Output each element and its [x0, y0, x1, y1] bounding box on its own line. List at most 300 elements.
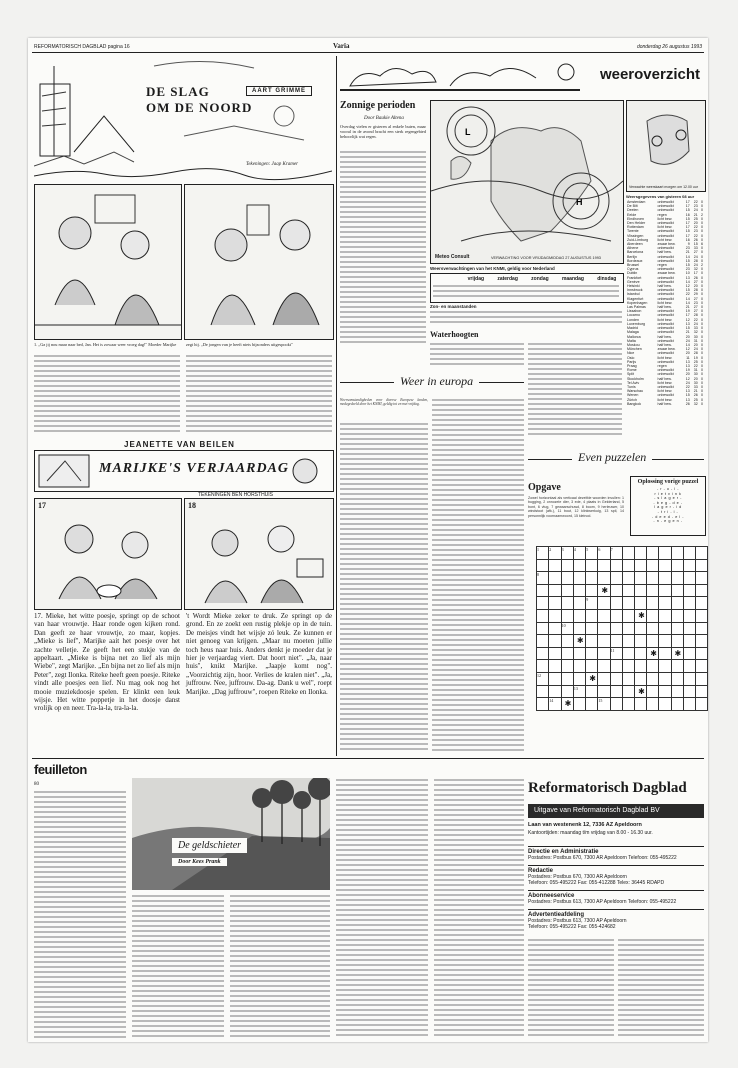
crossword-cell[interactable] — [635, 698, 647, 711]
city-value: 0 — [701, 321, 703, 326]
crossword-cell[interactable] — [537, 647, 549, 660]
crossword-cell[interactable] — [622, 647, 634, 660]
city-value: 0 — [701, 368, 703, 373]
crossword-cell[interactable] — [683, 635, 695, 648]
water-title: Waterhoogten — [430, 330, 479, 339]
crossword-cell[interactable] — [537, 559, 549, 572]
crossword-cell[interactable] — [573, 609, 585, 622]
city-name: Moskou — [627, 342, 640, 347]
crossword-cell[interactable] — [671, 698, 683, 711]
colofon-section-line: Postadres: Postbus 670, 7300 AR Apeldoorn — [528, 874, 627, 880]
crossword-cell[interactable] — [647, 685, 659, 698]
crossword-cell[interactable] — [647, 584, 659, 597]
crossword-cell[interactable] — [598, 572, 610, 585]
crossword-cell[interactable] — [561, 685, 573, 698]
city-value: 17 — [685, 221, 690, 226]
crossword-cell[interactable] — [683, 685, 695, 698]
city-name: Istanbul — [627, 292, 640, 297]
crossword-cell[interactable] — [683, 647, 695, 660]
crossword-cell[interactable] — [537, 660, 549, 673]
crossword-cell[interactable] — [573, 584, 585, 597]
crossword-cell[interactable] — [549, 584, 561, 597]
city-value: 22 — [693, 317, 698, 322]
city-value: 22 — [693, 225, 698, 230]
crossword-cell[interactable] — [598, 647, 610, 660]
crossword-cell[interactable] — [549, 597, 561, 610]
city-value: half bew. — [657, 305, 672, 310]
city-value: 22 — [693, 233, 698, 238]
inset-caption: Verwachte weerskaart morgen om 12.00 uur — [629, 185, 698, 189]
crossword-cell[interactable] — [659, 559, 671, 572]
crossword-cell[interactable] — [683, 622, 695, 635]
crossword-cell[interactable] — [610, 685, 622, 698]
city-value: 33 — [693, 326, 698, 331]
crossword-cell[interactable] — [622, 660, 634, 673]
city-value: onbewolkt — [657, 321, 674, 326]
crossword-cell[interactable] — [549, 635, 561, 648]
marijke-text-17: 17. Mieke, het witte poesje, springt op de schoot van haar vrouwtje. Haar ronde ogen kijken rond. Dan geeft ze haar vrouwtje, zo maar, kopjes. „Mieke is lief", Marijke aait het poesje over het zachte velletje. Ze geeft het een stukje van de appeltaart. „Mieke is bijna net zo lief als mijn Wiebe", zegt Marijke. „En bijna net zo lief als mijn Peter", zegt Ilonka. Riteke heeft geen poesje. Riteke vindt alle poesjes een lief. Nu mag ook nog het mooie muziekdoosje spelen. Er klinkt een leuk wijsje. Het witte poppetje in het doosje danst vrolijk op en neer. Tra-la-la, tra-la-la. — [34, 612, 180, 713]
slag-col1-body — [34, 354, 180, 434]
map-caption: VERWACHTING VOOR VRIJDAGMIDDAG 27 AUGUSTUS 1993 — [491, 256, 601, 260]
crossword-star-icon: ✱ — [589, 673, 596, 683]
slag-banner — [34, 56, 332, 182]
city-value: 16 — [685, 212, 690, 217]
crossword-cell[interactable] — [671, 597, 683, 610]
city-name: Rotterdam — [627, 225, 644, 230]
crossword-cell[interactable] — [659, 647, 671, 660]
city-value: regen — [657, 363, 667, 368]
crossword-cell[interactable] — [610, 584, 622, 597]
city-value: onbewolkt — [657, 200, 674, 204]
crossword-cell[interactable] — [549, 609, 561, 622]
city-value: 0 — [701, 296, 703, 301]
crossword-cell[interactable] — [622, 559, 634, 572]
crossword-cell[interactable] — [635, 559, 647, 572]
crossword-cell[interactable] — [561, 597, 573, 610]
crossword-cell[interactable]: 14 — [549, 698, 561, 711]
crossword-cell[interactable] — [635, 584, 647, 597]
city-value: 24 — [693, 208, 698, 213]
crossword-cell[interactable] — [586, 635, 598, 648]
city-value: 0 — [701, 200, 703, 204]
city-value: 0 — [701, 246, 703, 251]
city-value: 20 — [693, 284, 698, 289]
crossword-cell[interactable] — [695, 572, 707, 585]
forecast-day: vrijdag — [467, 276, 485, 282]
crossword-cell[interactable] — [561, 660, 573, 673]
crossword-cell[interactable] — [683, 660, 695, 673]
city-value: onbewolkt — [657, 372, 674, 377]
crossword-cell[interactable] — [598, 685, 610, 698]
crossword-cell[interactable] — [561, 609, 573, 622]
crossword-cell[interactable] — [647, 547, 659, 560]
crossword-cell[interactable] — [647, 672, 659, 685]
crossword-cell[interactable] — [647, 597, 659, 610]
crossword-cell[interactable] — [598, 597, 610, 610]
city-value: 28 — [693, 258, 698, 263]
geldschieter-photo — [132, 778, 330, 890]
crossword-cell[interactable] — [573, 672, 585, 685]
crossword-cell[interactable] — [695, 584, 707, 597]
crossword-cell[interactable] — [695, 559, 707, 572]
crossword-cell[interactable] — [635, 685, 647, 698]
crossword-cell[interactable] — [622, 584, 634, 597]
crossword-cell[interactable] — [695, 698, 707, 711]
city-value: 0 — [701, 389, 703, 394]
puzzel-banner — [528, 448, 704, 470]
crossword-cell[interactable] — [635, 672, 647, 685]
crossword-cell[interactable] — [647, 559, 659, 572]
crossword-cell[interactable]: 7 — [610, 547, 622, 560]
crossword-cell[interactable]: 4 — [573, 547, 585, 560]
crossword-cell[interactable]: 15 — [598, 698, 610, 711]
crossword-cell[interactable] — [586, 685, 598, 698]
crossword-cell[interactable] — [610, 660, 622, 673]
crossword-cell[interactable] — [695, 672, 707, 685]
crossword-cell[interactable] — [659, 685, 671, 698]
crossword-cell[interactable] — [671, 572, 683, 585]
crossword-cell[interactable]: 2 — [549, 547, 561, 560]
crossword-cell[interactable] — [695, 635, 707, 648]
crossword-cell[interactable] — [537, 698, 549, 711]
crossword-cell[interactable] — [683, 572, 695, 585]
city-table — [626, 200, 704, 406]
crossword-cell[interactable] — [561, 584, 573, 597]
crossword-cell[interactable] — [671, 635, 683, 648]
city-name: Malaga — [627, 330, 639, 335]
crossword-cell[interactable] — [683, 547, 695, 560]
crossword-cell[interactable] — [586, 647, 598, 660]
crossword-cell[interactable] — [549, 685, 561, 698]
crossword-cell[interactable] — [683, 559, 695, 572]
crossword-cell[interactable] — [537, 584, 549, 597]
crossword-cell[interactable] — [610, 559, 622, 572]
crossword-cell[interactable] — [622, 685, 634, 698]
crossword-cell[interactable] — [549, 559, 561, 572]
city-value: 23 — [693, 204, 698, 209]
weer-europa-col1 — [340, 422, 428, 752]
crossword-cell[interactable] — [635, 635, 647, 648]
crossword-cell[interactable] — [622, 572, 634, 585]
crossword-cell[interactable] — [537, 635, 549, 648]
crossword-cell[interactable]: 9 — [586, 597, 598, 610]
crossword-cell[interactable] — [671, 672, 683, 685]
crossword-cell[interactable] — [610, 635, 622, 648]
crossword-cell[interactable]: 5 — [586, 547, 598, 560]
crossword-cell[interactable] — [598, 622, 610, 635]
crossword-cell[interactable] — [573, 559, 585, 572]
crossword-cell[interactable] — [586, 698, 598, 711]
crossword-row — [537, 660, 708, 673]
city-name: Brussel — [627, 263, 639, 268]
crossword-cell[interactable] — [635, 597, 647, 610]
crossword-cell[interactable] — [671, 559, 683, 572]
crossword-cell[interactable] — [586, 609, 598, 622]
slag-drawings-credit: Tekeningen: Jaap Kramer — [246, 162, 299, 167]
crossword-cell[interactable] — [671, 584, 683, 597]
crossword-cell[interactable] — [573, 647, 585, 660]
crossword-cell[interactable] — [671, 647, 683, 660]
weer-europa-col2 — [432, 398, 524, 752]
crossword-cell[interactable] — [622, 609, 634, 622]
city-value: 0 — [701, 401, 703, 406]
crossword-cell[interactable] — [647, 622, 659, 635]
city-value: 23 — [685, 267, 690, 272]
crossword-cell[interactable] — [695, 660, 707, 673]
crossword-cell[interactable] — [635, 622, 647, 635]
city-value: onbewolkt — [657, 208, 674, 213]
crossword-cell[interactable]: 13 — [573, 685, 585, 698]
weather-map — [430, 100, 624, 264]
weather-map-drawing — [431, 101, 623, 263]
crossword-cell[interactable] — [561, 635, 573, 648]
marijke-panel-18 — [184, 498, 334, 610]
zonnige-title: Zonnige perioden — [340, 100, 416, 111]
city-name: Mallorca — [627, 334, 641, 339]
crossword-cell[interactable] — [537, 597, 549, 610]
crossword-cell[interactable] — [659, 547, 671, 560]
crossword-cell[interactable] — [635, 572, 647, 585]
crossword-cell[interactable] — [561, 672, 573, 685]
forecast-rows — [433, 284, 619, 300]
colofon-section-line: Telefoon: 055-495222 Fax: 055-424682 — [528, 924, 616, 930]
crossword-cell[interactable] — [622, 698, 634, 711]
crossword-cell[interactable]: 10 — [561, 622, 573, 635]
city-value: onbewolkt — [657, 292, 674, 297]
crossword-cell[interactable] — [695, 547, 707, 560]
crossword-cell[interactable] — [647, 647, 659, 660]
city-value: 17 — [685, 200, 690, 204]
crossword-cell[interactable] — [635, 609, 647, 622]
city-value: 14 — [685, 279, 690, 284]
crossword-cell[interactable] — [659, 597, 671, 610]
crossword-cell[interactable] — [598, 672, 610, 685]
oplossing-title: Oplossing vorige puzzel — [637, 479, 699, 485]
crossword-row — [537, 622, 708, 635]
crossword-cell[interactable] — [659, 572, 671, 585]
crossword-cell[interactable] — [573, 622, 585, 635]
crossword-cell[interactable]: 1 — [537, 547, 549, 560]
oplossing-grid — [631, 487, 705, 524]
crossword-cell[interactable] — [598, 635, 610, 648]
crossword-cell[interactable] — [586, 584, 598, 597]
crossword-cell[interactable] — [695, 622, 707, 635]
crossword-star-icon: ✱ — [650, 648, 657, 658]
crossword-star-icon: ✱ — [601, 585, 609, 595]
header-rule — [32, 52, 704, 53]
forecast-days — [431, 274, 623, 282]
crossword-cell[interactable] — [695, 609, 707, 622]
crossword-cell[interactable] — [695, 647, 707, 660]
city-value: 22 — [693, 200, 698, 204]
crossword-cell[interactable] — [598, 559, 610, 572]
crossword-cell[interactable] — [683, 672, 695, 685]
city-value: onbewolkt — [657, 393, 674, 398]
crossword-cell[interactable] — [537, 622, 549, 635]
crossword-cell[interactable] — [647, 698, 659, 711]
crossword-cell[interactable] — [549, 660, 561, 673]
crossword-cell[interactable] — [659, 609, 671, 622]
crossword-cell[interactable] — [683, 584, 695, 597]
city-value: onbewolkt — [657, 204, 674, 209]
crossword-cell[interactable] — [659, 698, 671, 711]
crossword-cell[interactable] — [671, 609, 683, 622]
crossword-cell[interactable] — [610, 698, 622, 711]
crossword-cell[interactable]: 3 — [561, 547, 573, 560]
city-value: 17 — [685, 233, 690, 238]
city-value: 15 — [685, 326, 690, 331]
crossword-cell[interactable] — [549, 622, 561, 635]
city-value: onbewolkt — [657, 229, 674, 234]
city-name: Tunis — [627, 384, 636, 389]
crossword-cell[interactable]: 6 — [598, 547, 610, 560]
crossword-cell[interactable] — [647, 660, 659, 673]
city-value: onbewolkt — [657, 296, 674, 301]
newspaper-page — [28, 38, 708, 1042]
crossword-cell[interactable] — [586, 559, 598, 572]
crossword-cell[interactable] — [659, 635, 671, 648]
slag-panel-left — [34, 184, 182, 340]
city-value: half bew. — [657, 376, 672, 381]
city-value: 0 — [701, 317, 703, 322]
oplossing-line: - d e e d - e l - — [651, 514, 685, 519]
crossword-cell[interactable] — [598, 660, 610, 673]
colofon-section-line: Postadres: Postbus 670, 7300 AR Apeldoorn Telefoon: 055-495222 — [528, 855, 677, 861]
crossword-cell[interactable] — [586, 572, 598, 585]
crossword-cell[interactable] — [598, 609, 610, 622]
crossword-cell[interactable] — [573, 572, 585, 585]
colofon-section-line: Telefoon: 055-495222 Fax: 055-412288 Telex: 36445 RDAPD — [528, 880, 665, 886]
crossword-cell[interactable] — [610, 572, 622, 585]
city-value: licht bew. — [657, 355, 673, 360]
crossword-cell[interactable] — [647, 635, 659, 648]
city-value: 20 — [685, 334, 690, 339]
city-name: Barcelona — [627, 250, 644, 255]
city-value: onbewolkt — [657, 246, 674, 251]
city-value: 0 — [701, 384, 703, 389]
city-name: Split — [627, 372, 634, 377]
city-value: 30 — [693, 380, 698, 385]
crossword-cell[interactable] — [537, 685, 549, 698]
city-value: 0 — [701, 330, 703, 335]
crossword-cell[interactable] — [683, 609, 695, 622]
crossword-cell[interactable] — [586, 672, 598, 685]
crossword-row — [537, 647, 708, 660]
crossword-cell[interactable] — [671, 685, 683, 698]
city-value: 0 — [701, 372, 703, 377]
city-value: 23 — [693, 300, 698, 305]
city-value: 15 — [685, 393, 690, 398]
forecast-day: zaterdag — [497, 276, 518, 282]
city-value: licht bew. — [657, 237, 673, 242]
crossword-cell[interactable] — [683, 597, 695, 610]
crossword-cell[interactable] — [671, 547, 683, 560]
city-value: 31 — [693, 338, 698, 343]
crossword-cell[interactable] — [635, 660, 647, 673]
header-right: donderdag 26 augustus 1993 — [636, 44, 702, 50]
crossword-cell[interactable] — [549, 672, 561, 685]
crossword-cell[interactable] — [573, 635, 585, 648]
crossword-cell[interactable] — [659, 584, 671, 597]
crossword-cell[interactable] — [561, 647, 573, 660]
city-value: 12 — [685, 347, 690, 352]
city-name: Kopenhagen — [627, 300, 648, 305]
crossword-cell[interactable] — [561, 559, 573, 572]
city-value: 20 — [685, 351, 690, 356]
crossword-cell[interactable] — [622, 622, 634, 635]
city-value: half bew. — [657, 284, 672, 289]
city-value: 21 — [685, 330, 690, 335]
crossword-cell[interactable] — [647, 572, 659, 585]
crossword-cell[interactable] — [573, 660, 585, 673]
colofon-title: Reformatorisch Dagblad — [528, 780, 687, 796]
crossword-cell[interactable] — [622, 547, 634, 560]
crossword-cell[interactable] — [586, 660, 598, 673]
crossword-cell[interactable] — [622, 597, 634, 610]
crossword-cell[interactable] — [549, 572, 561, 585]
city-value: regen — [657, 212, 667, 217]
colofon-section-title: Directie en Administratie — [528, 846, 704, 855]
crossword-cell[interactable] — [622, 635, 634, 648]
colofon-section-line: Postadres: Postbus 613, 7300 AP Apeldoorn — [528, 918, 627, 924]
city-value: onbewolkt — [657, 279, 674, 284]
crossword-cell[interactable] — [549, 647, 561, 660]
crossword-cell[interactable]: 11 — [610, 647, 622, 660]
city-value: 0 — [701, 380, 703, 385]
city-value: 2 — [701, 212, 703, 217]
crossword-star-icon: ✱ — [576, 636, 584, 646]
crossword-cell[interactable] — [610, 622, 622, 635]
inset-map — [626, 100, 706, 192]
crossword-cell[interactable] — [683, 698, 695, 711]
crossword-cell[interactable] — [573, 597, 585, 610]
crossword-cell[interactable] — [598, 584, 610, 597]
crossword-cell[interactable] — [586, 622, 598, 635]
crossword-cell[interactable] — [635, 547, 647, 560]
map-credit: Meteo Consult — [435, 254, 470, 260]
crossword-cell[interactable] — [659, 672, 671, 685]
crossword-cell[interactable] — [573, 698, 585, 711]
crossword-cell[interactable] — [610, 609, 622, 622]
geldschieter-image — [132, 778, 330, 890]
slag-col2-text: zegt hij. „De jongen van je heeft niets bijzonders uitgespookt" — [186, 342, 293, 347]
crossword-cell[interactable] — [659, 622, 671, 635]
crossword-cell[interactable] — [671, 622, 683, 635]
crossword-cell[interactable] — [659, 660, 671, 673]
crossword-cell[interactable] — [561, 698, 573, 711]
crossword-cell[interactable] — [610, 672, 622, 685]
crossword-cell[interactable] — [647, 609, 659, 622]
city-value: 17 — [693, 271, 698, 276]
weer-europa-banner — [340, 372, 524, 394]
crossword-cell[interactable] — [537, 609, 549, 622]
city-value: onbewolkt — [657, 338, 674, 343]
city-name: Den Helder — [627, 221, 646, 226]
city-value: 0 — [701, 208, 703, 213]
crossword-cell[interactable] — [695, 685, 707, 698]
crossword-cell[interactable] — [610, 597, 622, 610]
crossword-cell[interactable] — [561, 572, 573, 585]
inset-map-drawing — [627, 101, 705, 181]
crossword-cell[interactable]: 8 — [537, 572, 549, 585]
crossword-cell[interactable]: 12 — [537, 672, 549, 685]
weather-table — [626, 200, 704, 440]
crossword-cell[interactable] — [671, 660, 683, 673]
city-value: zwaar bew. — [657, 347, 676, 352]
crossword-cell[interactable] — [622, 672, 634, 685]
crossword-cell[interactable] — [695, 597, 707, 610]
crossword-cell[interactable] — [635, 647, 647, 660]
